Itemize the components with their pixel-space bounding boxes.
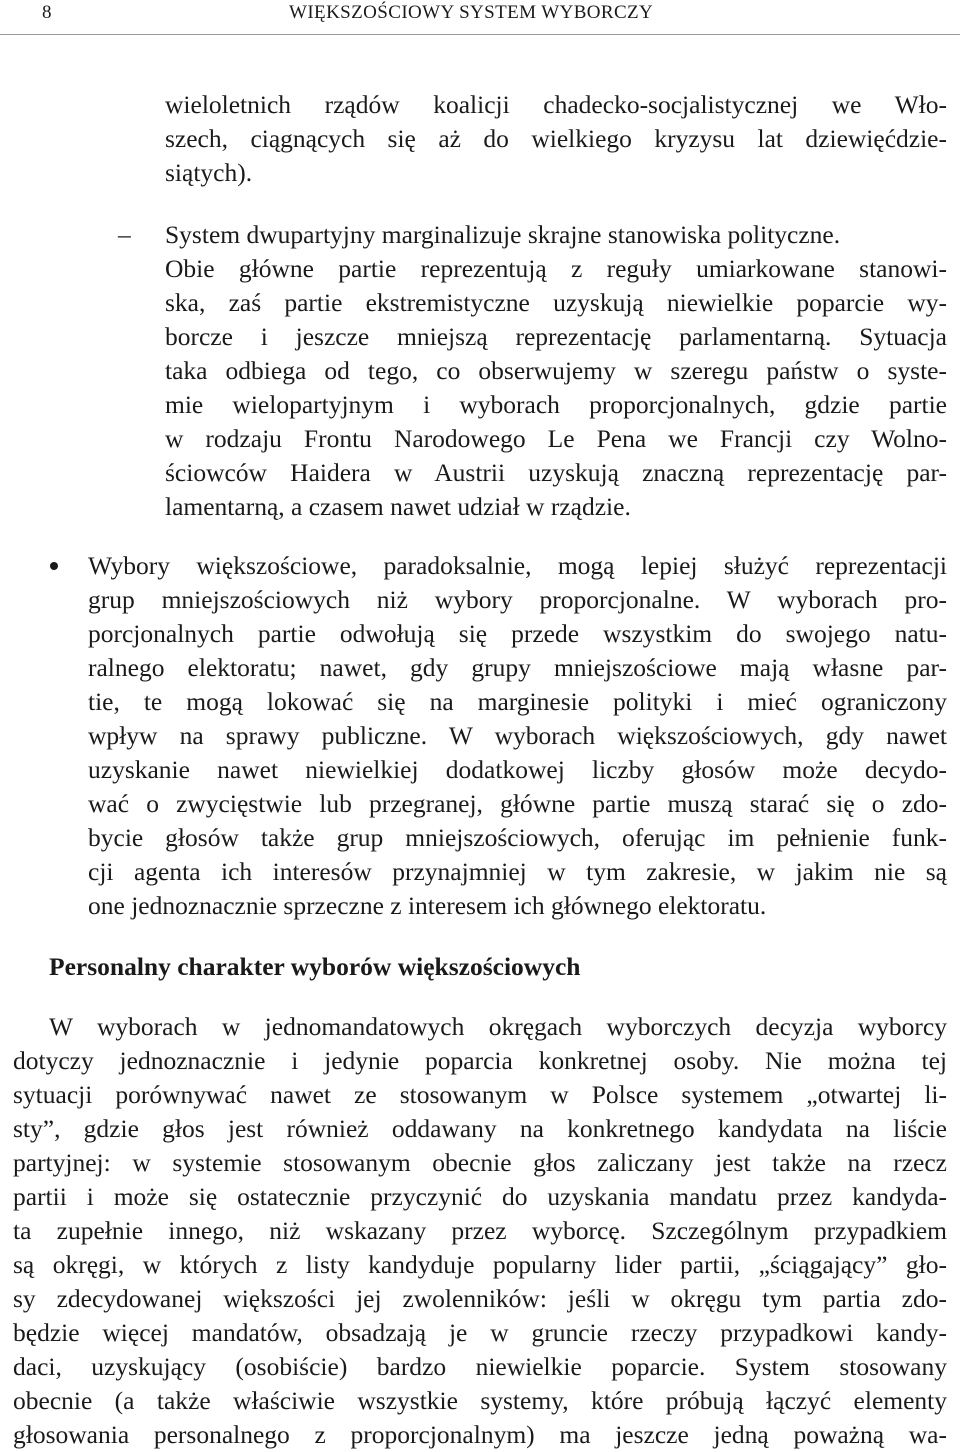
text-line: Obie główne partie reprezentują z reguły umiarkowane stanowi-: [165, 254, 947, 283]
text-line: grup mniejszościowych niż wybory proporcjonalne. W wyborach pro-: [88, 585, 947, 614]
text-line: partii i może się ostatecznie przyczynić do uzyskania mandatu przez kandyda-: [13, 1182, 947, 1211]
text-line: mie wielopartyjnym i wyborach proporcjonalnych, gdzie partie: [165, 390, 947, 419]
page-number: 8: [42, 2, 52, 23]
text-line: wpływ na sprawy publiczne. W wyborach większościowych, gdy nawet: [88, 721, 947, 750]
text-line: Wybory większościowe, paradoksalnie, mogą lepiej służyć reprezentacji: [88, 551, 947, 580]
running-head: [0, 0, 960, 35]
text-line: wieloletnich rządów koalicji chadecko-socjalistycznej we Wło-: [165, 90, 947, 119]
text-line: taka odbiega od tego, co obserwujemy w szeregu państw o syste-: [165, 356, 947, 385]
text-line: sty”, gdzie głos jest również oddawany na konkretnego kandydata na liście: [13, 1114, 947, 1143]
text-line: tie, te mogą lokować się na marginesie polityki i mieć ograniczony: [88, 687, 947, 716]
text-line: siątych).: [165, 158, 253, 187]
text-line: są okręgi, w których z listy kandyduje popularny lider partii, „ściągający” gło-: [13, 1250, 947, 1279]
bullet-marker: [50, 562, 58, 570]
text-line: ściowców Haidera w Austrii uzyskują znaczną reprezentację par-: [165, 458, 947, 487]
text-line: szech, ciągnących się aż do wielkiego kryzysu lat dziewięćdzie-: [165, 124, 947, 153]
text-line: sytuacji porównywać nawet ze stosowanym w Polsce systemem „otwartej li-: [13, 1080, 947, 1109]
text-line: uzyskanie nawet niewielkiej dodatkowej liczby głosów może decydo-: [88, 755, 947, 784]
text-line: dotyczy jednoznacznie i jedynie poparcia konkretnej osoby. Nie można tej: [13, 1046, 947, 1075]
dash-list-marker: –: [118, 220, 131, 249]
section-heading: Personalny charakter wyborów większościowych: [49, 952, 581, 981]
text-line: obecnie (a także właściwie wszystkie systemy, które próbują łączyć elementy: [13, 1386, 947, 1415]
text-line: ska, zaś partie ekstremistyczne uzyskują niewielkie poparcie wy-: [165, 288, 947, 317]
text-line: głosowania personalnego z proporcjonalnym) ma jeszcze jedną poważną wa-: [13, 1420, 947, 1449]
text-line: lamentarną, a czasem nawet udział w rządzie.: [165, 492, 631, 521]
running-title: WIĘKSZOŚCIOWY SYSTEM WYBORCZY: [289, 2, 654, 23]
text-line: daci, uzyskujący (osobiście) bardzo niewielkie poparcie. System stosowany: [13, 1352, 947, 1381]
text-line: W wyborach w jednomandatowych okręgach wyborczych decyzja wyborcy: [49, 1012, 947, 1041]
text-line: one jednoznacznie sprzeczne z interesem ich głównego elektoratu.: [88, 891, 767, 920]
text-line: porcjonalnych partie odwołują się przede wszystkim do swojego natu-: [88, 619, 947, 648]
text-line: partyjnej: w systemie stosowanym obecnie głos zaliczany jest także na rzecz: [13, 1148, 947, 1177]
text-line: cji agenta ich interesów przynajmniej w tym zakresie, w jakim nie są: [88, 857, 947, 886]
text-line: sy zdecydowanej większości jej zwolenników: jeśli w okręgu tym partia zdo-: [13, 1284, 947, 1313]
text-line: w rodzaju Frontu Narodowego Le Pena we Francji czy Wolno-: [165, 424, 947, 453]
text-line: będzie więcej mandatów, obsadzają je w gruncie rzeczy przypadkowi kandy-: [13, 1318, 947, 1347]
text-line: ta zupełnie innego, niż wskazany przez wyborcę. Szczególnym przypadkiem: [13, 1216, 947, 1245]
text-line: wać o zwycięstwie lub przegranej, główne partie muszą starać się o zdo-: [88, 789, 947, 818]
text-line: bycie głosów także grup mniejszościowych, oferując im pełnienie funk-: [88, 823, 947, 852]
text-line: ralnego elektoratu; nawet, gdy grupy mniejszościowe mają własne par-: [88, 653, 947, 682]
text-line: borcze i jeszcze mniejszą reprezentację parlamentarną. Sytuacja: [165, 322, 947, 351]
text-line: System dwupartyjny marginalizuje skrajne stanowiska polityczne.: [165, 220, 841, 249]
